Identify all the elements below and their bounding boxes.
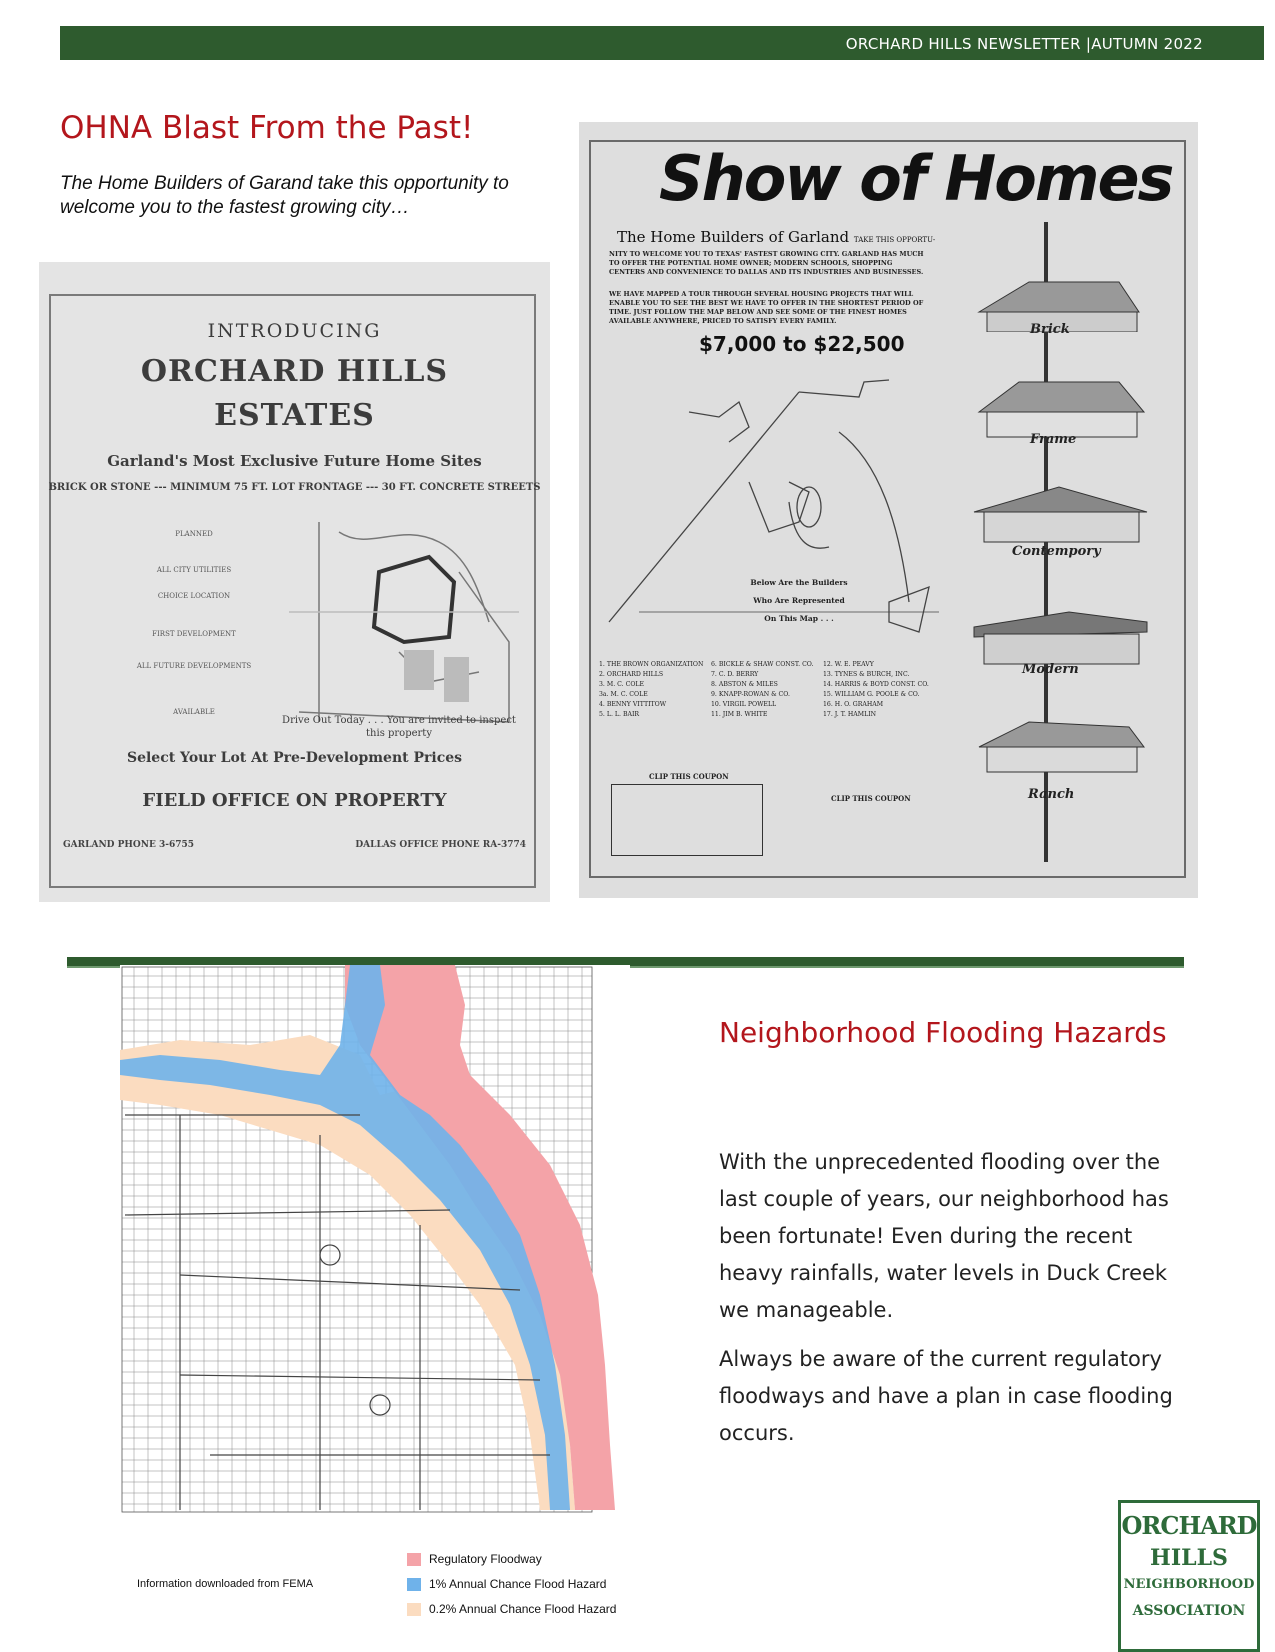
ad2-price: $7,000 to $22,500 — [699, 332, 905, 356]
ad-name-line1: ORCHARD HILLS — [140, 354, 449, 389]
house-illustration — [969, 702, 1149, 782]
builder-entry: 7. C. D. BERRY — [711, 671, 759, 678]
logo-line: NEIGHBORHOOD — [1123, 1577, 1255, 1592]
ad-phone-left: GARLAND PHONE 3-6755 — [63, 840, 195, 850]
logo-line: HILLS — [1150, 1545, 1228, 1571]
ad-field-office: FIELD OFFICE ON PROPERTY — [142, 790, 447, 811]
builder-entry: 16. H. O. GRAHAM — [823, 701, 884, 708]
ad-bullet-list — [99, 524, 289, 716]
builder-entry: 13. TYNES & BURCH, INC. — [823, 671, 910, 678]
ad2-caption-line: On This Map . . . — [764, 614, 834, 623]
ad-bullet: ALL CITY UTILITIES — [156, 566, 232, 574]
builder-entry: 5. L. L. BAIR — [599, 711, 640, 718]
ohna-logo — [1118, 1500, 1260, 1652]
house-style-label: Modern — [1022, 662, 1079, 677]
ad2-builders-col2 — [711, 660, 831, 720]
house-illustration — [969, 252, 1149, 332]
house-illustration — [969, 362, 1149, 442]
ad2-body: NITY TO WELCOME YOU TO TEXAS' FASTEST GROWING CITY. GARLAND HAS MUCH TO OFFER THE POTENTIAL HOME OWNER; MODERN SCHOOLS, SHOPPING CENTERS AND CONVENIENCE TO DALLAS AND ITS INDUSTRIES AND BUSINESSES. — [609, 250, 924, 276]
legend-item-0-2pct — [407, 1602, 616, 1616]
ad-bullet: PLANNED — [175, 530, 213, 538]
builder-entry: 14. HARRIS & BOYD CONST. CO. — [823, 681, 929, 688]
builder-entry: 3a. M. C. COLE — [599, 691, 648, 698]
ad-bullet: AVAILABLE — [173, 708, 215, 716]
builder-entry: 8. ABSTON & MILES — [711, 681, 778, 688]
house-style-label: Ranch — [1028, 787, 1075, 802]
section-title-blast-from-past: OHNA Blast From the Past! — [60, 110, 474, 146]
intro-text: The Home Builders of Garand take this opportunity to welcome you to the fastest growing city… — [60, 173, 509, 218]
builder-entry: 9. KNAPP-ROWAN & CO. — [711, 691, 790, 698]
ad1-site-map — [279, 512, 529, 732]
house-style-label: Frame — [1030, 432, 1077, 447]
ad2-builders-col3 — [823, 660, 953, 720]
house-style-label: Brick — [1030, 322, 1070, 337]
logo-line: ORCHARD — [1121, 1511, 1257, 1540]
flood-hazard-map — [120, 965, 630, 1525]
legend-swatch — [407, 1603, 421, 1616]
builder-entry: 6. BICKLE & SHAW CONST. CO. — [711, 661, 814, 668]
ad-bullet: FIRST DEVELOPMENT — [152, 630, 236, 638]
ad2-subhead-tail: TAKE THIS OPPORTU- — [853, 236, 936, 244]
ad-bullet: ALL FUTURE DEVELOPMENTS — [136, 662, 252, 670]
ad2-builders-col1 — [599, 660, 719, 720]
ad2-coupon-label: CLIP THIS COUPON — [649, 772, 729, 781]
builder-entry: 2. ORCHARD HILLS — [599, 671, 664, 678]
builder-entry: 17. J. T. HAMLIN — [823, 711, 877, 718]
ad-name-line2: ESTATES — [214, 398, 375, 433]
ad-bullet: CHOICE LOCATION — [157, 592, 231, 600]
logo-line: ASSOCIATION — [1132, 1603, 1246, 1619]
ad2-builders-caption — [739, 574, 859, 628]
ad2-house-column — [964, 222, 1184, 862]
builder-entry: 11. JIM B. WHITE — [711, 711, 768, 718]
ad2-caption-line: Who Are Represented — [753, 596, 845, 605]
legend-swatch — [407, 1553, 421, 1566]
builder-entry: 4. BENNY VITTITOW — [599, 701, 667, 708]
ad-select-lot: Select Your Lot At Pre-Development Prices — [126, 750, 463, 766]
ad-introducing: INTRODUCING — [207, 320, 382, 342]
legend-label: Regulatory Floodway — [429, 1552, 542, 1566]
house-style-label: Contempory — [1012, 544, 1101, 559]
ad2-body2: WE HAVE MAPPED A TOUR THROUGH SEVERAL HOUSING PROJECTS THAT WILL ENABLE YOU TO SEE THE BEST WE HAVE TO OFFER IN THE SHORTEST PERIOD OF TIME. JUST FOLLOW THE MAP BELOW AND SEE SOME OF THE FINEST HOMES AVAILABLE ANYWHERE, PRICED TO SATISFY EVERY FAMILY. — [609, 290, 924, 325]
ad-features: BRICK OR STONE --- MINIMUM 75 FT. LOT FRONTAGE --- 30 FT. CONCRETE STREETS — [48, 482, 541, 493]
builder-entry: 12. W. E. PEAVY — [823, 661, 874, 668]
show-of-homes-ad — [579, 122, 1198, 898]
ad2-caption-line: Below Are the Builders — [750, 578, 848, 587]
legend-label: 0.2% Annual Chance Flood Hazard — [429, 1602, 617, 1616]
ad2-coupon-label-2: CLIP THIS COUPON — [831, 794, 911, 803]
legend-item-1pct — [407, 1577, 606, 1591]
ad-drive-out: Drive Out Today . . . You are invited to inspect this property — [282, 715, 516, 739]
builder-entry: 3. M. C. COLE — [599, 681, 645, 688]
orchard-hills-estates-ad — [39, 262, 550, 902]
flooding-paragraph-1: With the unprecedented flooding over the last couple of years, our neighborhood has been fortunate! Even during the recent heavy rainfalls, water levels in Duck Creek we manageable. — [719, 1150, 1169, 1322]
section-title-flooding: Neighborhood Flooding Hazards — [719, 1016, 1167, 1049]
legend-item-floodway — [407, 1552, 542, 1566]
house-illustration — [969, 472, 1149, 552]
ad-tagline: Garland's Most Exclusive Future Home Sites — [107, 452, 482, 470]
ad2-headline: Show of Homes — [659, 142, 1173, 215]
ad-phone-right: DALLAS OFFICE PHONE RA-3774 — [355, 840, 526, 850]
builder-entry: 1. THE BROWN ORGANIZATION — [599, 661, 704, 668]
map-source: Information downloaded from FEMA — [137, 1578, 314, 1590]
flooding-paragraph-2: Always be aware of the current regulatory floodways and have a plan in case flooding occurs. — [719, 1347, 1173, 1445]
ad2-subhead — [617, 228, 935, 246]
ad2-coupon-box — [611, 784, 763, 856]
newsletter-header: ORCHARD HILLS NEWSLETTER |AUTUMN 2022 — [845, 35, 1203, 53]
ad2-subhead-main: The Home Builders of Garland — [617, 228, 850, 246]
builder-entry: 10. VIRGIL POWELL — [711, 701, 777, 708]
builder-entry: 15. WILLIAM G. POOLE & CO. — [823, 691, 920, 698]
legend-swatch — [407, 1578, 421, 1591]
legend-label: 1% Annual Chance Flood Hazard — [429, 1577, 607, 1591]
house-illustration — [969, 592, 1149, 672]
